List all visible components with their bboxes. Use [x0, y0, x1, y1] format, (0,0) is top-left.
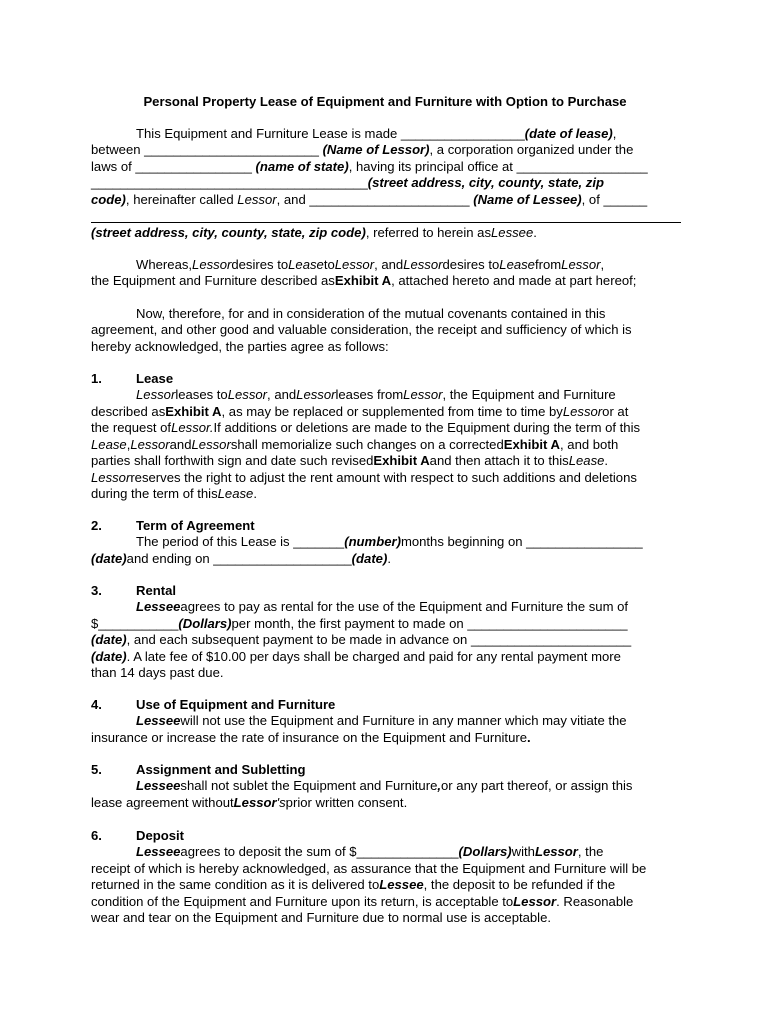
- text: and then attach it to this: [429, 453, 569, 469]
- text: , and both: [560, 436, 619, 452]
- text: Lessor: [562, 403, 603, 419]
- text: , having its principal office at __________________: [348, 158, 648, 174]
- text: 's: [276, 794, 286, 810]
- intro-line: [91, 175, 681, 191]
- section-title: Use of Equipment and Furniture: [136, 697, 336, 712]
- section-line: [91, 387, 681, 403]
- exhibit-label: Exhibit A: [165, 403, 222, 419]
- whereas-line: [91, 273, 681, 289]
- section-number: 5.: [91, 762, 102, 777]
- party-label: Lessee: [136, 778, 181, 794]
- section-line: [91, 861, 681, 877]
- text: , of ______: [581, 191, 648, 207]
- text: , hereinafter called: [125, 191, 238, 207]
- party-label: Lessee: [136, 844, 181, 860]
- section-line: [91, 795, 681, 811]
- text: during the term of this: [91, 486, 218, 502]
- document-title: Personal Property Lease of Equipment and Furniture with Option to Purchase: [143, 94, 627, 109]
- section-heading: [91, 697, 681, 713]
- text: to: [323, 257, 335, 272]
- party-label: Lessor: [233, 794, 277, 810]
- field-label: (Dollars): [458, 844, 512, 860]
- section-line: [91, 534, 681, 550]
- text: This Equipment and Furniture Lease is made _________________: [136, 126, 525, 141]
- section-assignment: [91, 762, 681, 811]
- text: , attached hereto and made at part hereof;: [391, 273, 637, 289]
- text: .: [387, 550, 391, 566]
- section-line: [91, 404, 681, 420]
- section-heading: [91, 583, 681, 599]
- section-lease: [91, 371, 681, 503]
- text: Lessor: [237, 191, 277, 207]
- party-label: Lessee: [136, 599, 181, 615]
- text: ,: [437, 778, 442, 794]
- field-label: (street address, city, county, state, zip: [367, 175, 604, 191]
- text: hereby acknowledged, the parties agree as follows:: [91, 338, 389, 354]
- text: Lease: [217, 486, 254, 502]
- field-label: (name of state): [255, 158, 349, 174]
- text: Lessor: [130, 436, 170, 452]
- section-heading: [91, 762, 681, 778]
- text: , and each subsequent payment to be made in advance on ______________________: [126, 632, 632, 648]
- text: Lessee: [491, 224, 534, 240]
- text: from: [534, 257, 562, 272]
- text: $___________: [91, 615, 179, 631]
- party-label: Lessee: [379, 877, 424, 893]
- field-label: (Name of Lessor): [322, 142, 430, 158]
- field-label: (date of lease): [524, 126, 613, 141]
- text: . Reasonable: [556, 893, 634, 909]
- whereas-paragraph: [91, 257, 681, 290]
- section-line: [91, 420, 681, 436]
- text: ,: [126, 436, 131, 452]
- text: .: [604, 453, 609, 469]
- section-line: [91, 437, 681, 453]
- section-line: [91, 844, 681, 860]
- text: .: [527, 729, 531, 745]
- text: , the deposit to be refunded if the: [423, 877, 616, 893]
- text: agrees to pay as rental for the use of the Equipment and Furniture the sum of: [180, 599, 629, 615]
- text: shall not sublet the Equipment and Furniture: [180, 778, 438, 794]
- section-heading: [91, 828, 681, 844]
- now-line: [91, 339, 681, 355]
- text: desires to: [231, 257, 289, 272]
- text: Lessor.: [171, 420, 214, 436]
- party-label: Lessee: [136, 713, 181, 729]
- text: returned in the same condition as it is delivered to: [91, 877, 380, 893]
- text: ,: [612, 126, 617, 141]
- section-number: 4.: [91, 697, 102, 712]
- text: described as: [91, 403, 166, 419]
- intro-line: [91, 159, 681, 175]
- text: lease agreement without: [91, 794, 234, 810]
- text: Lease: [499, 257, 535, 272]
- section-line: [91, 551, 681, 567]
- text: months beginning on ________________: [400, 534, 643, 550]
- text: prior written consent.: [285, 794, 408, 810]
- section-number: 2.: [91, 518, 102, 533]
- party-label: Lessor: [534, 844, 578, 860]
- text: , referred to herein as: [365, 224, 491, 240]
- text: , the Equipment and Furniture: [442, 387, 616, 403]
- section-number: 6.: [91, 828, 102, 843]
- section-line: [91, 665, 681, 681]
- text: Lessor: [296, 387, 336, 403]
- field-label: (date): [91, 632, 127, 648]
- section-title: Assignment and Subletting: [136, 762, 306, 777]
- section-use: [91, 697, 681, 746]
- section-line: [91, 616, 681, 632]
- text: Lessor: [403, 387, 443, 403]
- text: between ________________________: [91, 142, 323, 158]
- field-label: (Dollars): [178, 615, 232, 631]
- field-label: (date): [91, 550, 127, 566]
- exhibit-label: Exhibit A: [503, 436, 561, 452]
- text: wear and tear on the Equipment and Furniture due to normal use is acceptable.: [91, 910, 552, 926]
- text: Lease: [91, 436, 127, 452]
- section-line: [91, 910, 681, 926]
- section-heading: [91, 518, 681, 534]
- text: Lessor: [403, 257, 443, 272]
- text: or at: [602, 403, 629, 419]
- text: , the: [577, 844, 604, 860]
- now-therefore-paragraph: [91, 306, 681, 355]
- text: Now, therefore, for and in consideration of the mutual covenants contained in this: [136, 306, 606, 321]
- section-line: [91, 649, 681, 665]
- text: Lessor: [192, 257, 232, 272]
- section-line: [91, 730, 681, 746]
- text: ,: [600, 257, 605, 272]
- text: and ending on ___________________: [126, 550, 352, 566]
- section-title: Deposit: [136, 828, 185, 843]
- field-label: (number): [344, 534, 401, 550]
- now-line: [91, 322, 681, 338]
- section-number: 3.: [91, 583, 102, 598]
- section-line: [91, 894, 681, 910]
- text: receipt of which is hereby acknowledged, as assurance that the Equipment and Furniture will be: [91, 860, 647, 876]
- text: insurance or increase the rate of insurance on the Equipment and Furniture: [91, 729, 527, 745]
- section-line: [91, 877, 681, 893]
- text: leases from: [335, 387, 404, 403]
- text: Lessor: [91, 469, 131, 485]
- text: per month, the first payment to made on ______________________: [231, 615, 628, 631]
- text: Lessor: [136, 387, 176, 403]
- field-label: (Name of Lessee): [473, 191, 582, 207]
- text: laws of ________________: [91, 158, 256, 174]
- text: with: [511, 844, 535, 860]
- text: , and: [374, 257, 404, 272]
- text: Lessor: [227, 387, 268, 403]
- section-title: Rental: [136, 583, 177, 598]
- text: Lessor: [561, 257, 601, 272]
- text: or any part thereof, or assign this: [441, 778, 633, 794]
- text: , a corporation organized under the: [429, 142, 634, 158]
- now-line: [91, 306, 681, 322]
- section-heading: [91, 371, 681, 387]
- blank-rule: [91, 208, 681, 223]
- field-label: (street address, city, county, state, zip code): [91, 224, 366, 240]
- section-line: [91, 713, 681, 729]
- section-line: [91, 470, 681, 486]
- exhibit-label: Exhibit A: [334, 273, 392, 289]
- text: , and ______________________: [276, 191, 474, 207]
- section-line: [91, 632, 681, 648]
- text: .: [533, 224, 537, 240]
- text: The period of this Lease is _______: [136, 534, 345, 550]
- text: agreement, and other good and valuable consideration, the receipt and sufficiency of which is: [91, 322, 632, 338]
- section-term: [91, 518, 681, 567]
- text: , and: [267, 387, 297, 403]
- text: will not use the Equipment and Furniture in any manner which may vitiate the: [180, 713, 627, 729]
- text: Lessor: [191, 436, 231, 452]
- field-label: (date): [91, 648, 127, 664]
- text: the Equipment and Furniture described as: [91, 273, 335, 289]
- text: . A late fee of $10.00 per days shall be charged and paid for any rental payment more: [126, 648, 621, 664]
- section-rental: [91, 583, 681, 682]
- text: shall memorialize such changes on a corrected: [230, 436, 504, 452]
- text: ______________________________________: [91, 175, 368, 191]
- text: Lease: [568, 453, 605, 469]
- section-line: [91, 453, 681, 469]
- intro-line: [91, 225, 681, 241]
- text: Lease: [288, 257, 324, 272]
- text: .: [253, 486, 257, 502]
- field-label: (date): [351, 550, 388, 566]
- party-label: Lessor: [513, 893, 557, 909]
- intro-line: [91, 142, 681, 158]
- text: reserves the right to adjust the rent amount with respect to such additions and deletions: [130, 469, 637, 485]
- intro-paragraph: [91, 126, 681, 241]
- text: and: [169, 436, 192, 452]
- intro-line: [91, 126, 681, 142]
- text: desires to: [442, 257, 500, 272]
- text: leases to: [175, 387, 228, 403]
- intro-line: [91, 192, 681, 208]
- section-line: [91, 778, 681, 794]
- section-title: Term of Agreement: [136, 518, 255, 533]
- whereas-line: [91, 257, 681, 273]
- section-line: [91, 599, 681, 615]
- text: condition of the Equipment and Furniture upon its return, is acceptable to: [91, 893, 514, 909]
- section-number: 1.: [91, 371, 102, 386]
- text: agrees to deposit the sum of $______________: [180, 844, 459, 860]
- section-title: Lease: [136, 371, 174, 386]
- section-deposit: [91, 828, 681, 927]
- text: Whereas,: [136, 257, 193, 272]
- exhibit-label: Exhibit A: [373, 453, 430, 469]
- blank-rule-line: [91, 208, 681, 224]
- text: Lessor: [334, 257, 375, 272]
- text: If additions or deletions are made to the Equipment during the term of this: [213, 420, 641, 436]
- field-label: code): [91, 191, 126, 207]
- text: , as may be replaced or supplemented from time to time by: [221, 403, 563, 419]
- section-line: [91, 486, 681, 502]
- text: parties shall forthwith sign and date such revised: [91, 453, 374, 469]
- text: the request of: [91, 420, 172, 436]
- text: than 14 days past due.: [91, 665, 224, 681]
